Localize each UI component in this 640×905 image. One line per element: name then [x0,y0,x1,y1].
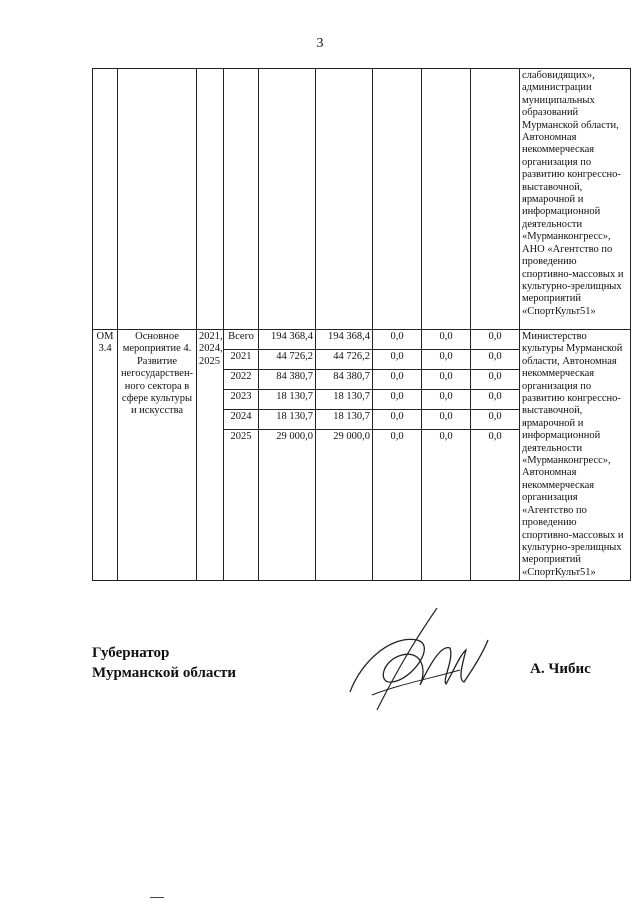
cell-regional [316,69,373,330]
row-regional: 18 130,7 [316,410,373,430]
signatory-title-line2: Мурманской области [92,665,237,681]
cell-total [259,69,316,330]
row-source: 2023 [224,390,259,410]
cell-name [118,69,197,330]
row-total: 18 130,7 [259,410,316,430]
cell-local [422,69,471,330]
row-source: 2021 [224,350,259,370]
signatory-name: А. Чибис [530,661,591,677]
signatory-title [92,643,236,683]
measure-name: Основное мероприятие 4. Развитие негосударствен-ного сектора в сфере культуры и искусства [118,330,197,581]
table-row-continuation [93,69,631,330]
row-local: 0,0 [422,330,471,350]
page-number: 3 [316,36,324,51]
row-local: 0,0 [422,410,471,430]
table-row [93,330,631,350]
row-federal: 0,0 [373,410,422,430]
row-total: 18 130,7 [259,390,316,410]
footer-mark [150,897,164,898]
signatory-title-line1: Губернатор [92,645,170,661]
row-regional: 84 380,7 [316,370,373,390]
measure-code: ОМ 3.4 [93,330,118,581]
row-federal: 0,0 [373,350,422,370]
row-local: 0,0 [422,390,471,410]
row-other: 0,0 [471,430,520,581]
row-other: 0,0 [471,330,520,350]
row-regional: 194 368,4 [316,330,373,350]
row-regional: 44 726,2 [316,350,373,370]
row-total: 44 726,2 [259,350,316,370]
row-source: 2022 [224,370,259,390]
row-federal: 0,0 [373,390,422,410]
row-other: 0,0 [471,370,520,390]
measure-executor: Министерство культуры Мурманской области, Автономная некоммерческая организация по развитию конгрессно-выставочной, ярмарочной и информационной деятельности «Мурманконгресс», Автономная некоммерческая организация «Агентство по проведению спортивно-массовых и культурно-зрелищных мероприятий «СпортКульт51» [520,330,631,581]
row-federal: 0,0 [373,430,422,581]
row-other: 0,0 [471,390,520,410]
row-source: 2025 [224,430,259,581]
cell-source [224,69,259,330]
row-local: 0,0 [422,350,471,370]
row-total: 29 000,0 [259,430,316,581]
row-source: 2024 [224,410,259,430]
row-other: 0,0 [471,410,520,430]
row-local: 0,0 [422,430,471,581]
measure-years: 2021, 2024, 2025 [197,330,224,581]
row-total: 194 368,4 [259,330,316,350]
cell-years [197,69,224,330]
row-federal: 0,0 [373,370,422,390]
handwritten-signature-icon [342,600,492,720]
cell-code [93,69,118,330]
cell-federal [373,69,422,330]
row-regional: 18 130,7 [316,390,373,410]
row-federal: 0,0 [373,330,422,350]
row-other: 0,0 [471,350,520,370]
row-total: 84 380,7 [259,370,316,390]
cell-executor-continuation: слабовидящих», администрации муниципальных образований Мурманской области, Автономная некоммерческая организация по развитию конгрессно-выставочной, ярмарочной и информационной деятельности «Мурманконгресс», АНО «Агентство по проведению спортивно-массовых и культурно-зрелищных мероприятий «СпортКульт51» [520,69,631,330]
row-local: 0,0 [422,370,471,390]
cell-other [471,69,520,330]
row-regional: 29 000,0 [316,430,373,581]
measures-table [92,68,631,581]
row-source: Всего [224,330,259,350]
